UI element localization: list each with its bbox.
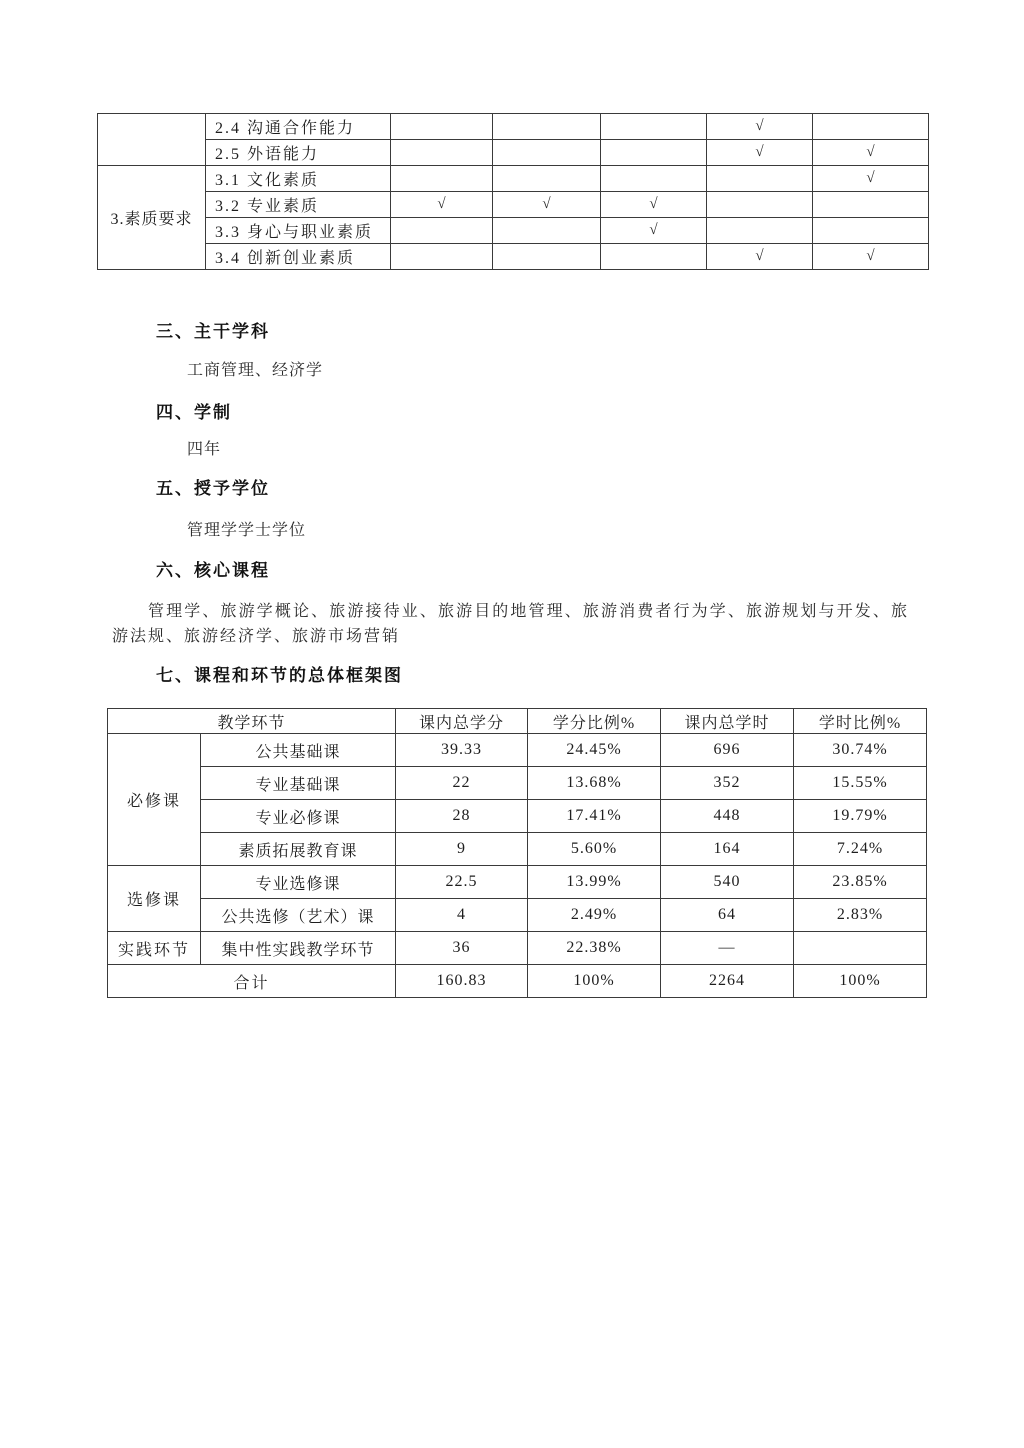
check-cell: √	[601, 192, 707, 218]
check-cell	[391, 218, 493, 244]
table-row	[108, 866, 927, 899]
core-courses-paragraph: 管理学、旅游学概论、旅游接待业、旅游目的地管理、旅游消费者行为学、旅游规划与开发、旅游法规、旅游经济学、旅游市场营销	[112, 603, 909, 645]
check-cell	[493, 218, 601, 244]
item-label-cell: 2.5 外语能力	[206, 140, 391, 166]
value-cell: 22	[396, 767, 528, 800]
table-row	[108, 899, 927, 932]
value-cell: 36	[396, 932, 528, 965]
value-cell: 100%	[794, 965, 927, 998]
value-cell: 13.99%	[528, 866, 661, 899]
course-type-cell: 专业基础课	[201, 767, 396, 800]
value-cell: 100%	[528, 965, 661, 998]
value-cell: 448	[661, 800, 794, 833]
check-cell	[813, 192, 929, 218]
table-row	[98, 218, 929, 244]
value-cell: 39.33	[396, 734, 528, 767]
value-cell: 15.55%	[794, 767, 927, 800]
header-teaching-segment: 教学环节	[108, 709, 396, 734]
value-cell: 64	[661, 899, 794, 932]
section-heading-degree: 五、授予学位	[156, 479, 270, 498]
table-row	[108, 833, 927, 866]
category-cell-required: 必修课	[108, 734, 201, 866]
check-cell	[601, 244, 707, 270]
course-type-cell: 集中性实践教学环节	[201, 932, 396, 965]
category-cell-practice: 实践环节	[108, 932, 201, 965]
value-cell: 352	[661, 767, 794, 800]
table-header-row	[108, 709, 927, 734]
table-row	[108, 800, 927, 833]
item-label-cell: 3.4 创新创业素质	[206, 244, 391, 270]
table-row	[108, 767, 927, 800]
check-cell	[707, 166, 813, 192]
value-cell: —	[661, 932, 794, 965]
value-cell: 2.49%	[528, 899, 661, 932]
total-row	[108, 965, 927, 998]
header-total-credits: 课内总学分	[396, 709, 528, 734]
value-cell: 4	[396, 899, 528, 932]
curriculum-framework-table	[107, 708, 927, 998]
value-cell: 28	[396, 800, 528, 833]
item-label-cell: 3.3 身心与职业素质	[206, 218, 391, 244]
check-cell	[391, 140, 493, 166]
value-cell: 2.83%	[794, 899, 927, 932]
value-cell: 9	[396, 833, 528, 866]
course-type-cell: 公共选修（艺术）课	[201, 899, 396, 932]
table-row	[98, 114, 929, 140]
check-cell	[707, 218, 813, 244]
section-heading-duration: 四、学制	[156, 403, 232, 422]
group-label-cell-empty	[98, 114, 206, 166]
course-type-cell: 专业选修课	[201, 866, 396, 899]
check-cell	[493, 166, 601, 192]
header-hour-ratio: 学时比例%	[794, 709, 927, 734]
section-heading-framework: 七、课程和环节的总体框架图	[156, 666, 403, 685]
value-cell: 17.41%	[528, 800, 661, 833]
check-cell: √	[813, 140, 929, 166]
check-cell: √	[707, 114, 813, 140]
value-cell	[794, 932, 927, 965]
category-cell-elective: 选修课	[108, 866, 201, 932]
item-label-cell: 2.4 沟通合作能力	[206, 114, 391, 140]
value-cell: 7.24%	[794, 833, 927, 866]
table-row	[98, 244, 929, 270]
value-cell: 13.68%	[528, 767, 661, 800]
section-heading-core-courses: 六、核心课程	[156, 561, 270, 580]
check-cell	[391, 166, 493, 192]
check-cell	[391, 114, 493, 140]
value-cell: 2264	[661, 965, 794, 998]
check-cell	[601, 140, 707, 166]
table-row	[108, 932, 927, 965]
value-cell: 160.83	[396, 965, 528, 998]
value-cell: 19.79%	[794, 800, 927, 833]
value-cell: 30.74%	[794, 734, 927, 767]
value-cell: 22.5	[396, 866, 528, 899]
check-cell: √	[391, 192, 493, 218]
check-cell	[601, 114, 707, 140]
item-label-cell: 3.2 专业素质	[206, 192, 391, 218]
value-cell: 5.60%	[528, 833, 661, 866]
check-cell	[813, 114, 929, 140]
value-cell: 696	[661, 734, 794, 767]
check-cell: √	[707, 244, 813, 270]
value-cell: 24.45%	[528, 734, 661, 767]
check-cell	[813, 218, 929, 244]
check-cell	[493, 140, 601, 166]
check-cell: √	[601, 218, 707, 244]
quality-requirement-matrix-table	[97, 113, 929, 270]
table-row	[98, 166, 929, 192]
check-cell	[493, 114, 601, 140]
group-label-cell: 3.素质要求	[98, 166, 206, 270]
check-cell: √	[813, 244, 929, 270]
check-cell: √	[813, 166, 929, 192]
section-heading-main-disciplines: 三、主干学科	[156, 322, 270, 341]
main-disciplines-text: 工商管理、经济学	[187, 362, 324, 379]
course-type-cell: 素质拓展教育课	[201, 833, 396, 866]
check-cell	[493, 244, 601, 270]
table-row	[98, 140, 929, 166]
value-cell: 540	[661, 866, 794, 899]
course-type-cell: 公共基础课	[201, 734, 396, 767]
total-label-cell: 合计	[108, 965, 396, 998]
check-cell	[601, 166, 707, 192]
value-cell: 23.85%	[794, 866, 927, 899]
duration-text: 四年	[187, 441, 222, 458]
item-label-cell: 3.1 文化素质	[206, 166, 391, 192]
table-row	[98, 192, 929, 218]
header-total-hours: 课内总学时	[661, 709, 794, 734]
table-row	[108, 734, 927, 767]
check-cell: √	[707, 140, 813, 166]
check-cell	[391, 244, 493, 270]
course-type-cell: 专业必修课	[201, 800, 396, 833]
check-cell: √	[493, 192, 601, 218]
check-cell	[707, 192, 813, 218]
header-credit-ratio: 学分比例%	[528, 709, 661, 734]
degree-text: 管理学学士学位	[187, 522, 307, 539]
value-cell: 22.38%	[528, 932, 661, 965]
value-cell: 164	[661, 833, 794, 866]
